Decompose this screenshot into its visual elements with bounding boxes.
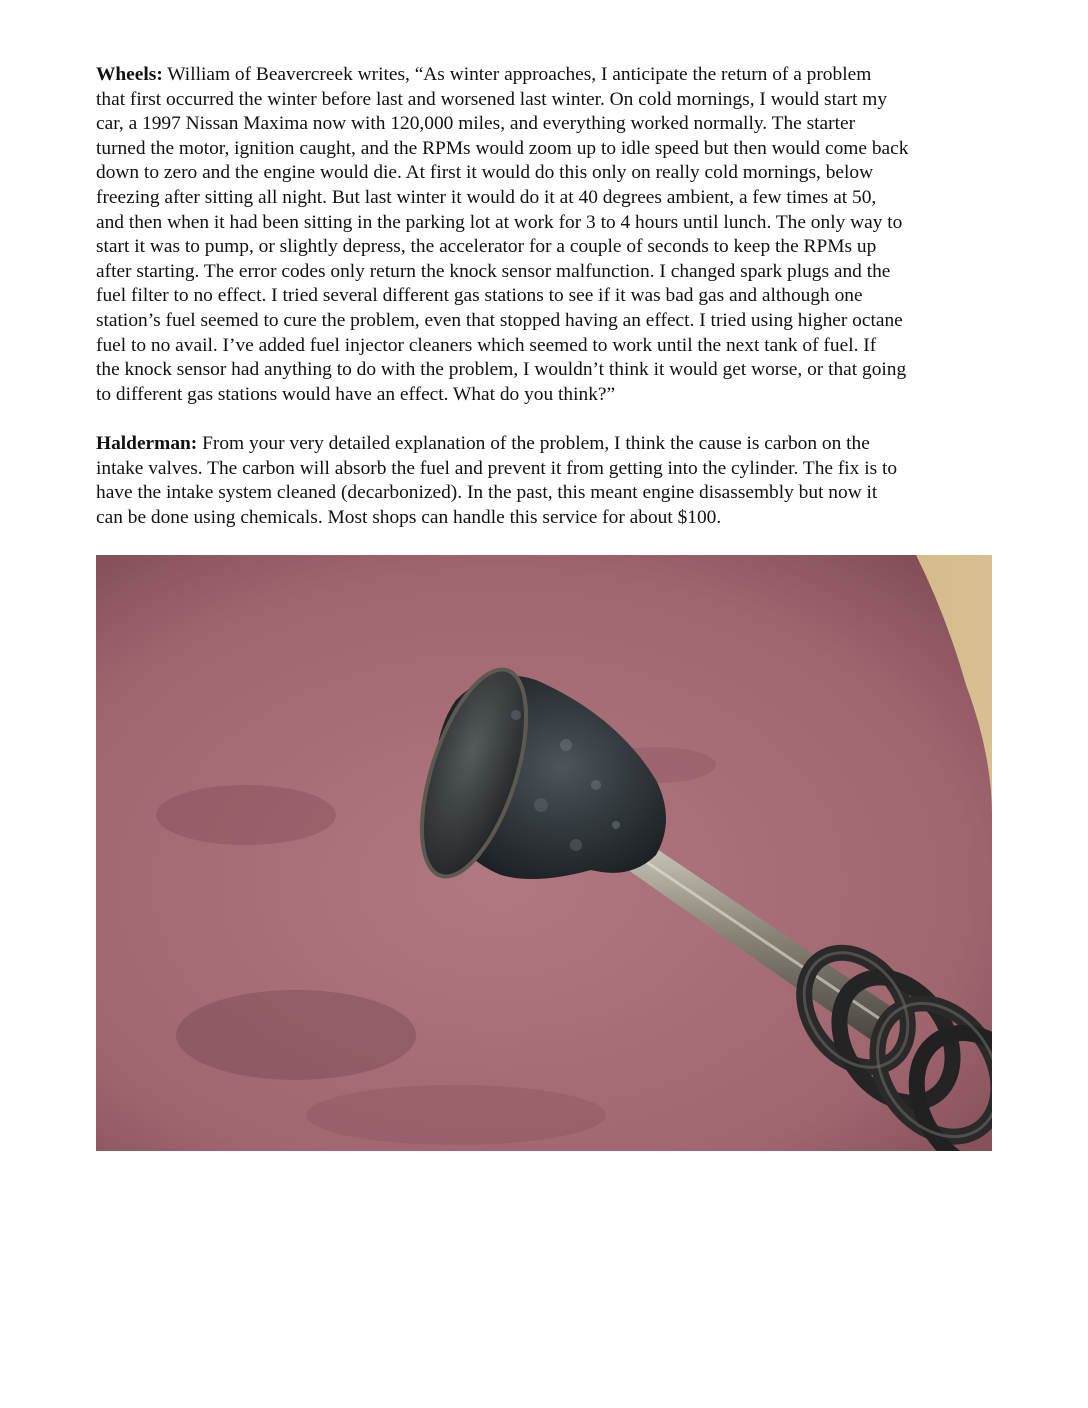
paragraph-line: after starting. The error codes only return the knock sensor malfunction. I changed spark plugs and the	[96, 260, 891, 282]
paragraph-line: fuel to no avail. I’ve added fuel injector cleaners which seemed to work until the next tank of fuel. If	[96, 334, 877, 356]
paragraph-line: freezing after sitting all night. But last winter it would do it at 40 degrees ambient, a few times at 50,	[96, 186, 877, 208]
paragraph-line: down to zero and the engine would die. At first it would do this only on really cold mornings, below	[96, 162, 874, 184]
paragraph-line: Halderman: From your very detailed explanation of the problem, I think the cause is carbon on the	[96, 433, 870, 454]
speaker-label: Halderman:	[96, 433, 198, 454]
paragraph-line: intake valves. The carbon will absorb the fuel and prevent it from getting into the cylinder. The fix is to	[96, 457, 898, 479]
paragraph-line: station’s fuel seemed to cure the problem, even that stopped having an effect. I tried using higher octane	[96, 309, 903, 331]
paragraph-line: fuel filter to no effect. I tried several different gas stations to see if it was bad gas and although one	[96, 285, 863, 307]
paragraph-line: start it was to pump, or slightly depress, the accelerator for a couple of seconds to keep the RPMs up	[96, 236, 877, 258]
paragraph-line: turned the motor, ignition caught, and the RPMs would zoom up to idle speed but then would come back	[96, 137, 909, 159]
carbon-valve-photo	[96, 555, 992, 1151]
paragraph-line: that first occurred the winter before last and worsened last winter. On cold mornings, I would start my	[96, 88, 888, 110]
paragraph-line: can be done using chemicals. Most shops can handle this service for about $100.	[96, 506, 722, 528]
paragraph-line: and then when it had been sitting in the parking lot at work for 3 to 4 hours until lunch. The only way to	[96, 211, 903, 233]
valve-illustration	[96, 555, 992, 1151]
paragraph-wheels	[96, 63, 996, 407]
paragraph-line: Wheels: William of Beavercreek writes, “As winter approaches, I anticipate the return of a problem	[96, 64, 872, 85]
paragraph-line: to different gas stations would have an effect. What do you think?”	[96, 383, 616, 405]
paragraph-line: have the intake system cleaned (decarbonized). In the past, this meant engine disassembly but now it	[96, 482, 878, 504]
paragraph-line: the knock sensor had anything to do with the problem, I wouldn’t think it would get worse, or that going	[96, 359, 907, 381]
paragraph-line: car, a 1997 Nissan Maxima now with 120,000 miles, and everything worked normally. The starter	[96, 113, 856, 135]
paragraph-halderman	[96, 432, 996, 530]
speaker-label: Wheels:	[96, 64, 163, 85]
